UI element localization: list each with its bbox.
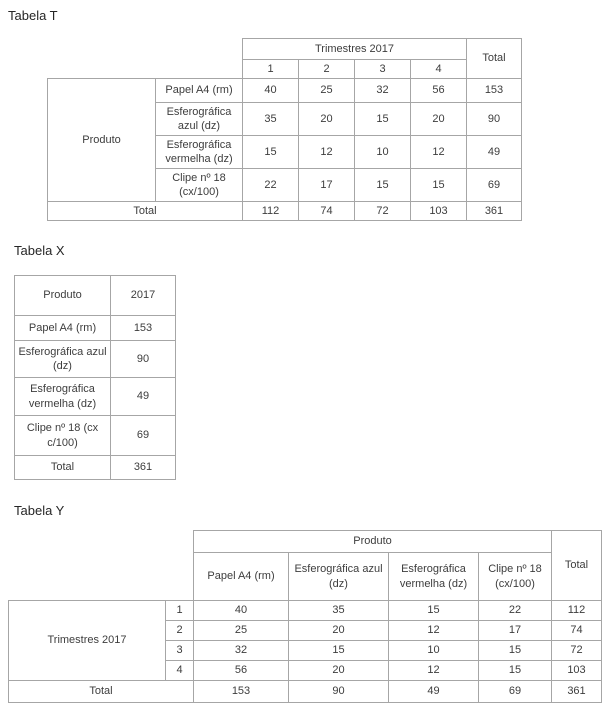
table-y-ghost-corner xyxy=(9,531,194,553)
table-y-footer-label: Total xyxy=(9,681,194,703)
table-y-header-row-1 xyxy=(9,531,602,553)
table-t-quarter-header: 4 xyxy=(411,60,467,79)
table-t-cell: 10 xyxy=(355,136,411,169)
table-t-row-total: 153 xyxy=(467,79,522,103)
table-y-cell: 17 xyxy=(479,621,552,641)
table-x-row-papel xyxy=(15,316,176,341)
table-x-cell: 49 xyxy=(111,378,176,416)
table-t-footer-cell: 72 xyxy=(355,202,411,221)
table-t-grand-total: 361 xyxy=(467,202,522,221)
table-t-cell: 25 xyxy=(299,79,355,103)
table-x-cell: 69 xyxy=(111,416,176,456)
table-x-cell: 153 xyxy=(111,316,176,341)
table-x-footer-row xyxy=(15,456,176,480)
table-x-row-label: Clipe nº 18 (cx c/100) xyxy=(15,416,111,456)
table-t-cell: 15 xyxy=(355,169,411,202)
table-t-cell: 40 xyxy=(243,79,299,103)
table-x xyxy=(14,275,176,480)
table-y-cell: 25 xyxy=(194,621,289,641)
table-y-row-label: 3 xyxy=(166,641,194,661)
table-y-cell: 35 xyxy=(289,601,389,621)
table-x-row-label: Esferográfica azul (dz) xyxy=(15,341,111,378)
table-y-cell: 15 xyxy=(389,601,479,621)
table-x-header-row xyxy=(15,276,176,316)
table-y-footer-cell: 69 xyxy=(479,681,552,703)
table-y-total-column-header: Total xyxy=(552,531,602,601)
table-y-cell: 56 xyxy=(194,661,289,681)
table-y-product-header: Clipe nº 18 (cx/100) xyxy=(479,553,552,601)
section-title-tabela-x: Tabela X xyxy=(14,243,65,258)
table-t-ghost-corner xyxy=(48,60,243,79)
table-y-cell: 20 xyxy=(289,661,389,681)
table-x-col-header: 2017 xyxy=(111,276,176,316)
table-y-row-total: 74 xyxy=(552,621,602,641)
table-t-row-total: 90 xyxy=(467,103,522,136)
table-t-row-label: Esferográfica azul (dz) xyxy=(156,103,243,136)
table-y-row-label: 4 xyxy=(166,661,194,681)
table-x-row-label: Esferográfica vermelha (dz) xyxy=(15,378,111,416)
table-y-product-header: Esferográfica azul (dz) xyxy=(289,553,389,601)
table-t-footer-cell: 112 xyxy=(243,202,299,221)
table-y-cell: 22 xyxy=(479,601,552,621)
table-t-quarter-header: 3 xyxy=(355,60,411,79)
table-t-footer-cell: 103 xyxy=(411,202,467,221)
table-y-footer-row xyxy=(9,681,602,703)
table-y-column-group-header: Produto xyxy=(194,531,552,553)
table-y-grand-total: 361 xyxy=(552,681,602,703)
table-t-row-total: 49 xyxy=(467,136,522,169)
table-y-product-header: Papel A4 (rm) xyxy=(194,553,289,601)
table-y-cell: 10 xyxy=(389,641,479,661)
table-t-cell: 32 xyxy=(355,79,411,103)
table-x-row-esf-vermelha xyxy=(15,378,176,416)
table-t-footer-label: Total xyxy=(48,202,243,221)
table-t-column-group-header: Trimestres 2017 xyxy=(243,39,467,60)
table-y-row-label: 2 xyxy=(166,621,194,641)
table-y-cell: 12 xyxy=(389,621,479,641)
table-y-cell: 12 xyxy=(389,661,479,681)
table-y-row-label: 1 xyxy=(166,601,194,621)
table-y-cell: 20 xyxy=(289,621,389,641)
table-x-col-header: Produto xyxy=(15,276,111,316)
table-x-footer-label: Total xyxy=(15,456,111,480)
table-t-row-papel xyxy=(48,79,522,103)
table-x-row-clipe xyxy=(15,416,176,456)
table-y-product-header: Esferográfica vermelha (dz) xyxy=(389,553,479,601)
table-y-cell: 40 xyxy=(194,601,289,621)
table-t-row-label: Clipe nº 18 (cx/100) xyxy=(156,169,243,202)
table-y xyxy=(8,530,602,703)
table-t-cell: 15 xyxy=(411,169,467,202)
table-y-row-total: 112 xyxy=(552,601,602,621)
table-y-row-group-header: Trimestres 2017 xyxy=(9,601,166,681)
table-t-row-label: Papel A4 (rm) xyxy=(156,79,243,103)
table-t-cell: 35 xyxy=(243,103,299,136)
table-t-footer-row xyxy=(48,202,522,221)
table-y-cell: 15 xyxy=(479,661,552,681)
table-t-header-row-2 xyxy=(48,60,522,79)
table-t-ghost-corner xyxy=(48,39,243,60)
table-y-header-row-2 xyxy=(9,553,602,601)
table-t-cell: 20 xyxy=(411,103,467,136)
table-t xyxy=(47,38,522,221)
table-y-footer-cell: 153 xyxy=(194,681,289,703)
table-x-cell: 90 xyxy=(111,341,176,378)
table-t-cell: 15 xyxy=(355,103,411,136)
table-t-cell: 12 xyxy=(411,136,467,169)
table-t-cell: 22 xyxy=(243,169,299,202)
table-y-row-total: 72 xyxy=(552,641,602,661)
table-t-cell: 12 xyxy=(299,136,355,169)
table-x-row-esf-azul xyxy=(15,341,176,378)
table-t-cell: 20 xyxy=(299,103,355,136)
table-y-row-total: 103 xyxy=(552,661,602,681)
table-y-cell: 32 xyxy=(194,641,289,661)
table-y-row-q1 xyxy=(9,601,602,621)
table-t-quarter-header: 1 xyxy=(243,60,299,79)
table-x-row-label: Papel A4 (rm) xyxy=(15,316,111,341)
table-y-footer-cell: 90 xyxy=(289,681,389,703)
table-t-quarter-header: 2 xyxy=(299,60,355,79)
table-y-cell: 15 xyxy=(479,641,552,661)
table-t-total-column-header: Total xyxy=(467,39,522,79)
table-t-cell: 56 xyxy=(411,79,467,103)
table-y-cell: 15 xyxy=(289,641,389,661)
table-y-footer-cell: 49 xyxy=(389,681,479,703)
table-t-row-total: 69 xyxy=(467,169,522,202)
table-t-footer-cell: 74 xyxy=(299,202,355,221)
table-x-grand-total: 361 xyxy=(111,456,176,480)
table-t-row-group-header: Produto xyxy=(48,79,156,202)
table-t-cell: 17 xyxy=(299,169,355,202)
table-t-cell: 15 xyxy=(243,136,299,169)
section-title-tabela-t: Tabela T xyxy=(8,8,58,23)
table-t-header-row-1 xyxy=(48,39,522,60)
section-title-tabela-y: Tabela Y xyxy=(14,503,65,518)
table-y-ghost-corner xyxy=(9,553,194,601)
table-t-row-label: Esferográfica vermelha (dz) xyxy=(156,136,243,169)
